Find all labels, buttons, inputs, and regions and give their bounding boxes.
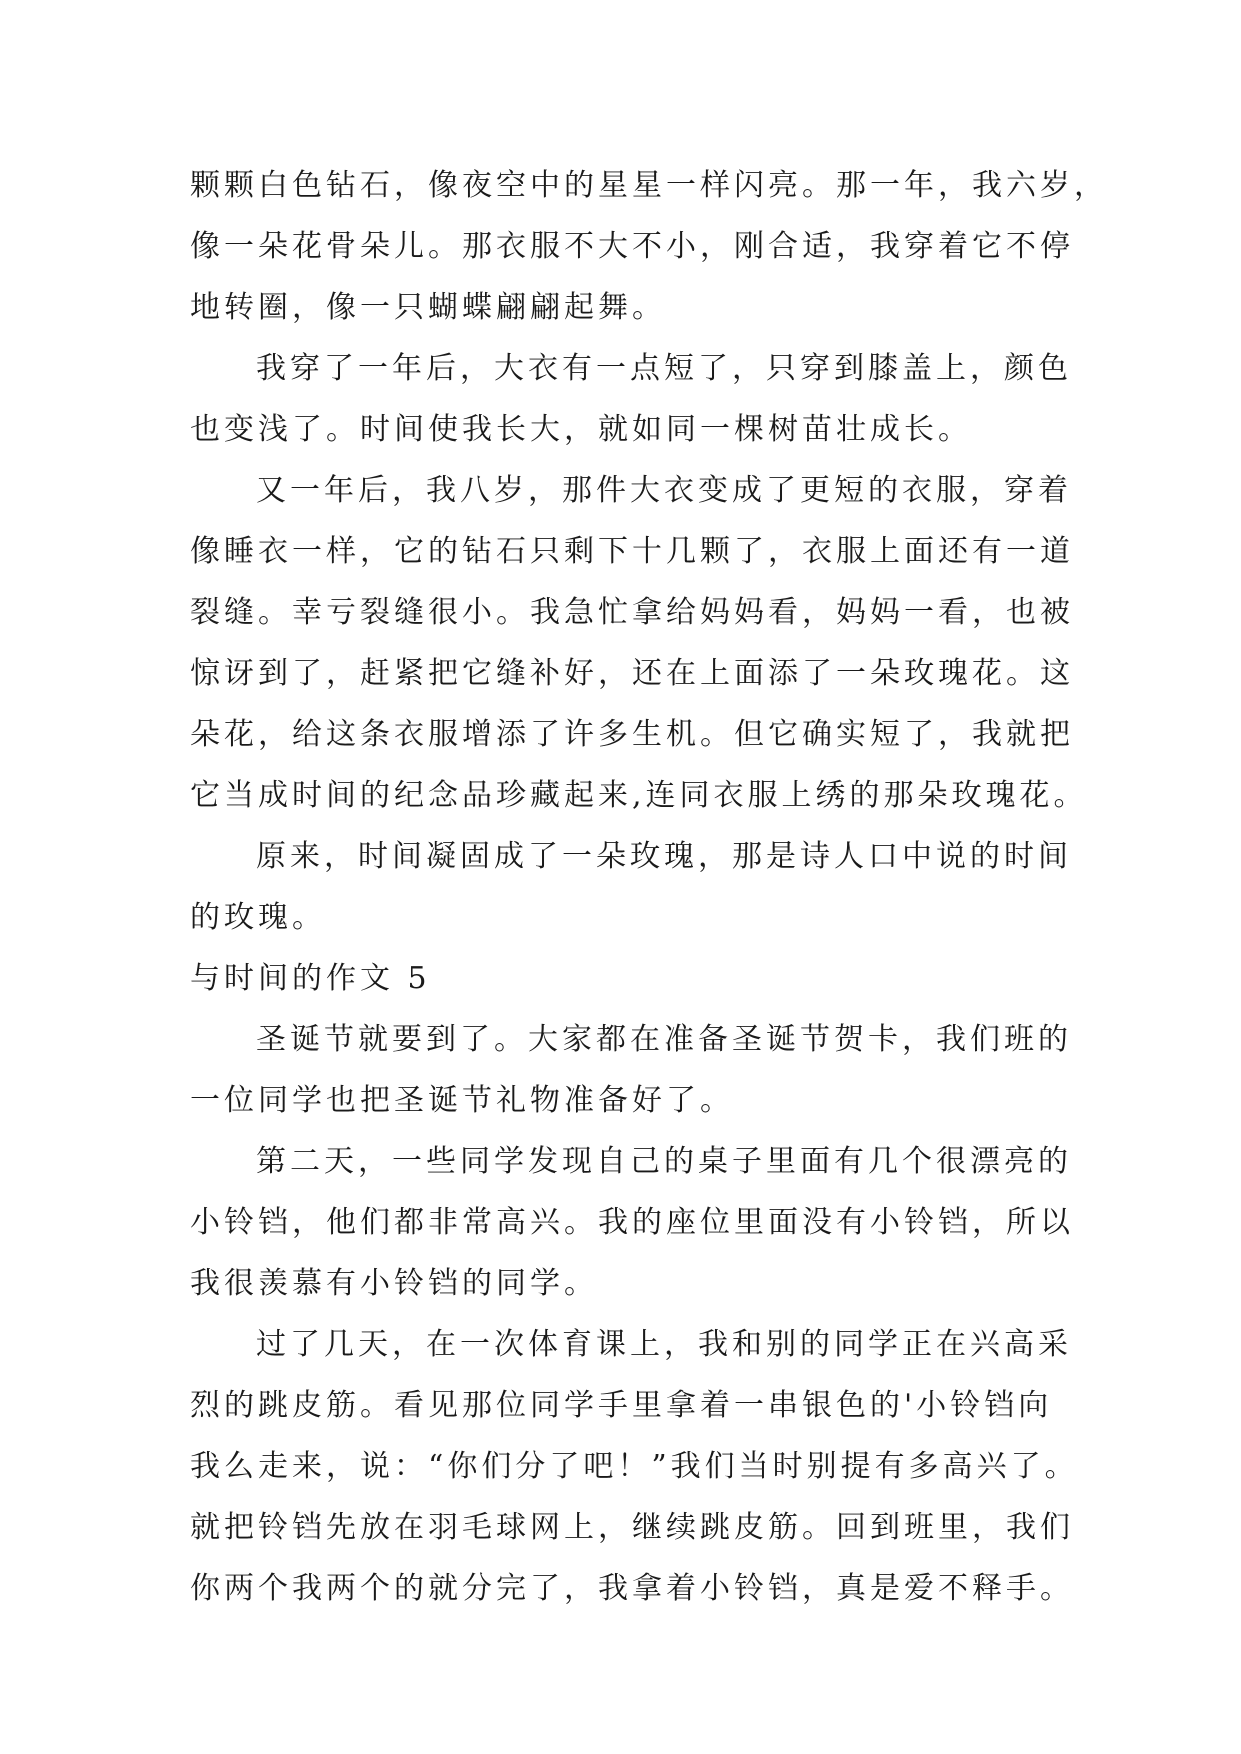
text-line: 颗颗白色钻石，像夜空中的星星一样闪亮。那一年，我六岁， — [190, 168, 1108, 203]
text-line: 的玫瑰。 — [190, 900, 326, 935]
section-heading: 与时间的作文 5 — [190, 961, 431, 996]
text-line: 烈的跳皮筋。看见那位同学手里拿着一串银色的'小铃铛向 — [190, 1388, 1053, 1423]
text-line: 你两个我两个的就分完了，我拿着小铃铛，真是爱不释手。 — [190, 1571, 1074, 1606]
text-line: 朵花，给这条衣服增添了许多生机。但它确实短了，我就把 — [190, 717, 1074, 752]
text-line: 像一朵花骨朵儿。那衣服不大不小，刚合适，我穿着它不停 — [190, 229, 1074, 264]
text-line: 就把铃铛先放在羽毛球网上，继续跳皮筋。回到班里，我们 — [190, 1510, 1074, 1545]
document-body — [190, 155, 1108, 1619]
text-line: 也变浅了。时间使我长大，就如同一棵树苗壮成长。 — [190, 412, 972, 447]
paragraph-first-line: 原来，时间凝固成了一朵玫瑰，那是诗人口中说的时间 — [256, 839, 1072, 874]
paragraph-first-line: 我穿了一年后，大衣有一点短了，只穿到膝盖上，颜色 — [256, 351, 1072, 386]
text-line: 它当成时间的纪念品珍藏起来,连同衣服上绣的那朵玫瑰花。 — [190, 778, 1088, 813]
text-line: 地转圈，像一只蝴蝶翩翩起舞。 — [190, 290, 666, 325]
text-line: 一位同学也把圣诞节礼物准备好了。 — [190, 1083, 734, 1118]
paragraph-first-line: 第二天，一些同学发现自己的桌子里面有几个很漂亮的 — [256, 1144, 1072, 1179]
paragraph-first-line: 圣诞节就要到了。大家都在准备圣诞节贺卡，我们班的 — [256, 1022, 1072, 1057]
text-line: 我么走来，说：“你们分了吧！”我们当时别提有多高兴了。 — [190, 1449, 1079, 1484]
text-line: 我很羡慕有小铃铛的同学。 — [190, 1266, 598, 1301]
paragraph-first-line: 又一年后，我八岁，那件大衣变成了更短的衣服，穿着 — [256, 473, 1072, 508]
text-line: 像睡衣一样，它的钻石只剩下十几颗了，衣服上面还有一道 — [190, 534, 1074, 569]
text-line: 裂缝。幸亏裂缝很小。我急忙拿给妈妈看，妈妈一看，也被 — [190, 595, 1074, 630]
text-line: 小铃铛，他们都非常高兴。我的座位里面没有小铃铛，所以 — [190, 1205, 1074, 1240]
text-line: 惊讶到了，赶紧把它缝补好，还在上面添了一朵玫瑰花。这 — [190, 656, 1074, 691]
paragraph-first-line: 过了几天，在一次体育课上，我和别的同学正在兴高采 — [256, 1327, 1072, 1362]
